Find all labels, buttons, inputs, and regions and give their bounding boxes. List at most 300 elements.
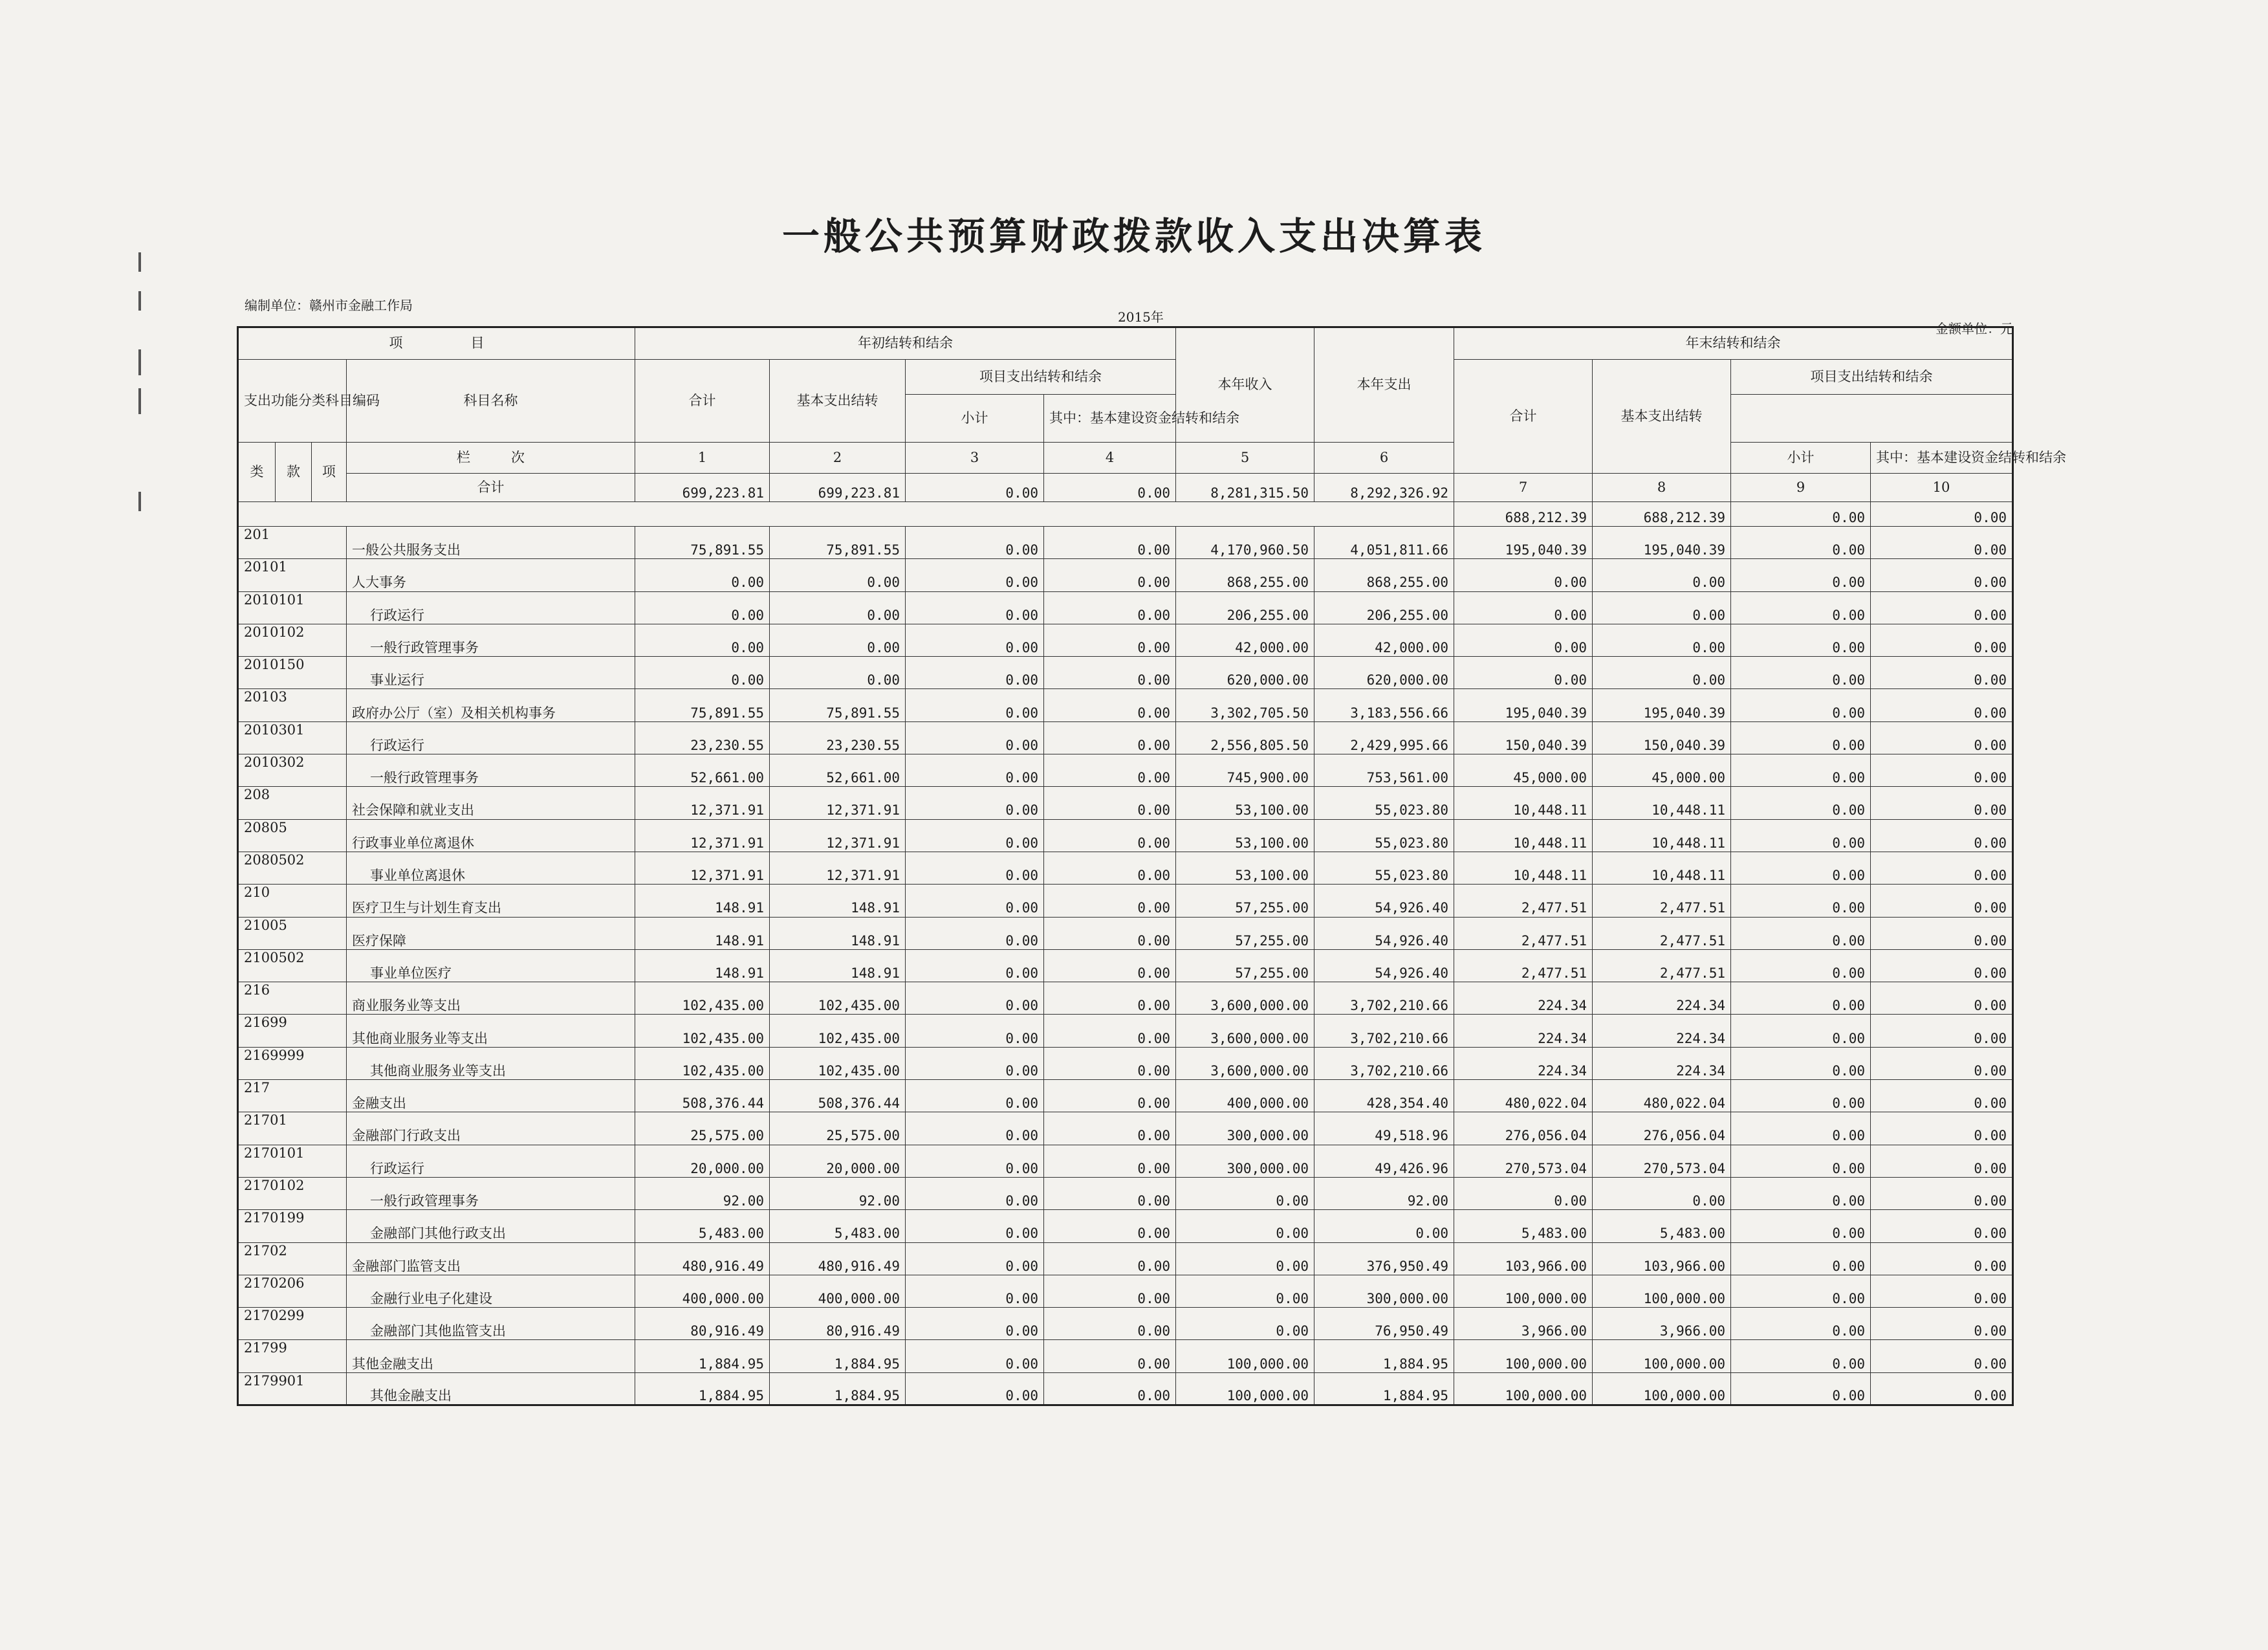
row-amount: 53,100.00	[1176, 819, 1314, 852]
row-amount: 0.00	[1731, 1047, 1871, 1079]
row-amount: 0.00	[1871, 527, 2013, 559]
row-amount: 52,661.00	[635, 754, 770, 787]
row-subject-name: 事业单位医疗	[347, 949, 635, 982]
row-amount: 0.00	[1871, 982, 2013, 1015]
col-number: 5	[1176, 443, 1314, 474]
total-row-end	[238, 502, 2013, 527]
row-subject-name: 政府办公厅（室）及相关机构事务	[347, 689, 635, 721]
row-amount: 0.00	[1871, 1372, 2013, 1405]
row-subject-name: 行政运行	[347, 591, 635, 624]
row-amount: 0.00	[1731, 721, 1871, 754]
row-amount: 0.00	[1731, 624, 1871, 656]
table-row	[238, 885, 2013, 917]
row-amount: 53,100.00	[1176, 787, 1314, 819]
row-amount: 0.00	[1044, 721, 1176, 754]
table-row	[238, 1340, 2013, 1372]
row-amount: 100,000.00	[1593, 1275, 1731, 1307]
row-subject-name: 一般行政管理事务	[347, 1177, 635, 1209]
row-subject-name: 其他商业服务业等支出	[347, 1015, 635, 1047]
header-end-subtotal: 小计	[1731, 443, 1871, 474]
header-end-group: 年末结转和结余	[1454, 327, 2013, 360]
row-code: 20103	[238, 689, 347, 721]
row-code: 21005	[238, 917, 347, 949]
row-amount: 49,518.96	[1314, 1112, 1454, 1145]
row-amount: 753,561.00	[1314, 754, 1454, 787]
row-amount: 12,371.91	[770, 852, 906, 884]
row-amount: 0.00	[906, 1080, 1044, 1112]
total-cell: 0.00	[906, 474, 1044, 502]
row-amount: 52,661.00	[770, 754, 906, 787]
row-amount: 0.00	[1871, 624, 2013, 656]
row-amount: 2,477.51	[1593, 949, 1731, 982]
row-code: 2170102	[238, 1177, 347, 1209]
row-amount: 0.00	[906, 721, 1044, 754]
row-amount: 0.00	[770, 591, 906, 624]
row-amount: 0.00	[1871, 657, 2013, 689]
row-amount: 0.00	[1176, 1308, 1314, 1340]
table-row	[238, 721, 2013, 754]
row-code: 201	[238, 527, 347, 559]
header-expense: 本年支出	[1314, 327, 1454, 443]
row-amount: 57,255.00	[1176, 917, 1314, 949]
row-amount: 23,230.55	[635, 721, 770, 754]
row-amount: 0.00	[1731, 1210, 1871, 1242]
row-amount: 0.00	[906, 1015, 1044, 1047]
row-amount: 0.00	[1731, 1340, 1871, 1372]
row-amount: 3,702,210.66	[1314, 1047, 1454, 1079]
row-amount: 1,884.95	[1314, 1340, 1454, 1372]
row-amount: 0.00	[1044, 787, 1176, 819]
row-amount: 0.00	[1731, 591, 1871, 624]
row-amount: 206,255.00	[1314, 591, 1454, 624]
row-amount: 0.00	[1044, 559, 1176, 591]
table-row	[238, 1015, 2013, 1047]
col-number: 7	[1454, 474, 1593, 502]
row-amount: 0.00	[1044, 1340, 1176, 1372]
row-amount: 75,891.55	[770, 527, 906, 559]
row-amount: 3,600,000.00	[1176, 982, 1314, 1015]
row-amount: 55,023.80	[1314, 852, 1454, 884]
row-amount: 92.00	[1314, 1177, 1454, 1209]
row-amount: 276,056.04	[1593, 1112, 1731, 1145]
row-amount: 0.00	[1731, 689, 1871, 721]
row-amount: 0.00	[1871, 819, 2013, 852]
row-amount: 480,916.49	[635, 1242, 770, 1275]
row-amount: 0.00	[906, 624, 1044, 656]
row-amount: 55,023.80	[1314, 819, 1454, 852]
row-amount: 224.34	[1593, 982, 1731, 1015]
table-row	[238, 1145, 2013, 1177]
row-amount: 4,051,811.66	[1314, 527, 1454, 559]
row-amount: 55,023.80	[1314, 787, 1454, 819]
row-code: 2169999	[238, 1047, 347, 1079]
row-amount: 0.00	[1871, 1145, 2013, 1177]
header-end-project: 项目支出结转和结余	[1731, 360, 2013, 395]
row-amount: 92.00	[635, 1177, 770, 1209]
row-amount: 0.00	[635, 559, 770, 591]
row-code: 21702	[238, 1242, 347, 1275]
row-amount: 270,573.04	[1593, 1145, 1731, 1177]
row-subject-name: 事业单位离退休	[347, 852, 635, 884]
row-amount: 620,000.00	[1314, 657, 1454, 689]
row-amount: 12,371.91	[635, 787, 770, 819]
header-code-group: 支出功能分类科目编码	[238, 360, 347, 443]
col-number: 1	[635, 443, 770, 474]
row-subject-name: 医疗卫生与计划生育支出	[347, 885, 635, 917]
header-begin-subtotal: 小计	[906, 395, 1044, 443]
row-amount: 4,170,960.50	[1176, 527, 1314, 559]
row-amount: 0.00	[1731, 949, 1871, 982]
row-amount: 745,900.00	[1176, 754, 1314, 787]
row-amount: 0.00	[906, 1145, 1044, 1177]
row-subject-name: 其他金融支出	[347, 1340, 635, 1372]
row-amount: 148.91	[770, 949, 906, 982]
row-amount: 10,448.11	[1454, 819, 1593, 852]
header-end-total: 合计	[1454, 360, 1593, 474]
row-amount: 2,477.51	[1454, 885, 1593, 917]
row-subject-name: 社会保障和就业支出	[347, 787, 635, 819]
col-number: 9	[1731, 474, 1871, 502]
row-amount: 0.00	[1044, 1145, 1176, 1177]
row-amount: 0.00	[906, 559, 1044, 591]
table-row	[238, 819, 2013, 852]
row-amount: 868,255.00	[1314, 559, 1454, 591]
row-amount: 300,000.00	[1314, 1275, 1454, 1307]
row-amount: 0.00	[1044, 1177, 1176, 1209]
row-subject-name: 金融部门行政支出	[347, 1112, 635, 1145]
row-amount: 0.00	[1871, 1210, 2013, 1242]
row-code: 2179901	[238, 1372, 347, 1405]
total-cell: 699,223.81	[635, 474, 770, 502]
row-amount: 0.00	[1044, 657, 1176, 689]
row-amount: 100,000.00	[1454, 1340, 1593, 1372]
row-amount: 0.00	[906, 657, 1044, 689]
row-amount: 0.00	[906, 1275, 1044, 1307]
row-amount: 75,891.55	[635, 689, 770, 721]
row-amount: 12,371.91	[635, 819, 770, 852]
row-amount: 0.00	[1731, 1308, 1871, 1340]
row-amount: 0.00	[1731, 787, 1871, 819]
row-amount: 0.00	[906, 982, 1044, 1015]
row-amount: 0.00	[906, 1372, 1044, 1405]
row-code: 21701	[238, 1112, 347, 1145]
row-amount: 195,040.39	[1593, 689, 1731, 721]
row-amount: 10,448.11	[1454, 852, 1593, 884]
row-amount: 92.00	[770, 1177, 906, 1209]
col-number: 2	[770, 443, 906, 474]
total-cell: 8,292,326.92	[1314, 474, 1454, 502]
row-amount: 0.00	[1044, 1015, 1176, 1047]
row-amount: 1,884.95	[1314, 1372, 1454, 1405]
total-cell: 0.00	[1871, 502, 2013, 527]
row-amount: 2,477.51	[1593, 917, 1731, 949]
row-amount: 2,429,995.66	[1314, 721, 1454, 754]
row-amount: 0.00	[1176, 1275, 1314, 1307]
row-amount: 2,477.51	[1454, 917, 1593, 949]
row-code: 2100502	[238, 949, 347, 982]
row-code: 2010301	[238, 721, 347, 754]
row-amount: 0.00	[1176, 1177, 1314, 1209]
total-cell: 8,281,315.50	[1176, 474, 1314, 502]
row-amount: 195,040.39	[1593, 527, 1731, 559]
row-amount: 3,702,210.66	[1314, 1015, 1454, 1047]
row-amount: 148.91	[635, 885, 770, 917]
row-amount: 0.00	[906, 1047, 1044, 1079]
col-number: 4	[1044, 443, 1176, 474]
row-amount: 0.00	[1044, 527, 1176, 559]
row-amount: 0.00	[1044, 982, 1176, 1015]
table-row	[238, 1210, 2013, 1242]
row-code: 2010302	[238, 754, 347, 787]
table-row	[238, 754, 2013, 787]
row-amount: 49,426.96	[1314, 1145, 1454, 1177]
row-amount: 0.00	[906, 527, 1044, 559]
row-amount: 620,000.00	[1176, 657, 1314, 689]
total-spacer	[238, 502, 1454, 527]
row-amount: 23,230.55	[770, 721, 906, 754]
row-amount: 102,435.00	[770, 982, 906, 1015]
row-subject-name: 事业运行	[347, 657, 635, 689]
row-amount: 0.00	[1731, 982, 1871, 1015]
table-row	[238, 852, 2013, 884]
row-amount: 75,891.55	[770, 689, 906, 721]
row-amount: 0.00	[1731, 1372, 1871, 1405]
row-amount: 0.00	[906, 819, 1044, 852]
row-amount: 75,891.55	[635, 527, 770, 559]
row-amount: 224.34	[1593, 1047, 1731, 1079]
row-subject-name: 一般公共服务支出	[347, 527, 635, 559]
row-amount: 2,556,805.50	[1176, 721, 1314, 754]
row-amount: 0.00	[770, 657, 906, 689]
row-amount: 0.00	[1871, 787, 2013, 819]
row-amount: 0.00	[1871, 1242, 2013, 1275]
table-row	[238, 1080, 2013, 1112]
row-amount: 0.00	[1044, 1372, 1176, 1405]
row-amount: 0.00	[1593, 657, 1731, 689]
row-amount: 0.00	[906, 689, 1044, 721]
row-code: 210	[238, 885, 347, 917]
row-amount: 5,483.00	[635, 1210, 770, 1242]
row-amount: 54,926.40	[1314, 949, 1454, 982]
row-amount: 3,702,210.66	[1314, 982, 1454, 1015]
header-item: 项 目	[238, 327, 635, 360]
row-amount: 0.00	[1044, 1210, 1176, 1242]
row-amount: 102,435.00	[635, 982, 770, 1015]
compiler-label: 编制单位：赣州市金融工作局	[245, 298, 413, 313]
row-amount: 2,477.51	[1454, 949, 1593, 982]
row-amount: 508,376.44	[770, 1080, 906, 1112]
row-subject-name: 行政运行	[347, 721, 635, 754]
row-amount: 0.00	[1731, 1242, 1871, 1275]
row-amount: 0.00	[906, 1177, 1044, 1209]
row-code: 2010101	[238, 591, 347, 624]
row-amount: 148.91	[770, 917, 906, 949]
row-amount: 0.00	[1871, 917, 2013, 949]
row-amount: 508,376.44	[635, 1080, 770, 1112]
row-amount: 0.00	[1593, 1177, 1731, 1209]
row-amount: 25,575.00	[770, 1112, 906, 1145]
col-number: 8	[1593, 474, 1731, 502]
row-amount: 80,916.49	[635, 1308, 770, 1340]
row-code: 2170101	[238, 1145, 347, 1177]
header-begin-group: 年初结转和结余	[635, 327, 1176, 360]
row-amount: 0.00	[906, 1112, 1044, 1145]
header-begin-basic: 基本支出结转	[770, 360, 906, 443]
row-amount: 0.00	[1731, 819, 1871, 852]
total-cell: 688,212.39	[1454, 502, 1593, 527]
row-amount: 0.00	[635, 624, 770, 656]
row-amount: 400,000.00	[1176, 1080, 1314, 1112]
table-row	[238, 591, 2013, 624]
row-amount: 45,000.00	[1454, 754, 1593, 787]
row-amount: 376,950.49	[1314, 1242, 1454, 1275]
row-amount: 0.00	[1044, 1080, 1176, 1112]
header-begin-total: 合计	[635, 360, 770, 443]
row-amount: 276,056.04	[1454, 1112, 1593, 1145]
table-row	[238, 949, 2013, 982]
header-xiang: 项	[312, 443, 347, 502]
row-amount: 150,040.39	[1593, 721, 1731, 754]
row-subject-name: 一般行政管理事务	[347, 624, 635, 656]
row-amount: 480,916.49	[770, 1242, 906, 1275]
row-amount: 0.00	[1044, 885, 1176, 917]
row-amount: 0.00	[906, 885, 1044, 917]
row-amount: 0.00	[1044, 591, 1176, 624]
row-code: 2170299	[238, 1308, 347, 1340]
total-cell: 699,223.81	[770, 474, 906, 502]
table-row	[238, 1112, 2013, 1145]
row-amount: 1,884.95	[770, 1340, 906, 1372]
row-amount: 0.00	[1044, 689, 1176, 721]
row-amount: 0.00	[1731, 1275, 1871, 1307]
row-code: 21799	[238, 1340, 347, 1372]
row-amount: 5,483.00	[770, 1210, 906, 1242]
row-code: 21699	[238, 1015, 347, 1047]
row-amount: 10,448.11	[1593, 819, 1731, 852]
row-amount: 12,371.91	[770, 819, 906, 852]
row-code: 20805	[238, 819, 347, 852]
col-number: 10	[1871, 474, 2013, 502]
header-begin-capital: 其中：基本建设资金结转和结余	[1044, 395, 1176, 443]
row-code: 2010102	[238, 624, 347, 656]
row-subject-name: 金融部门其他行政支出	[347, 1210, 635, 1242]
row-subject-name: 商业服务业等支出	[347, 982, 635, 1015]
row-amount: 57,255.00	[1176, 885, 1314, 917]
row-subject-name: 一般行政管理事务	[347, 754, 635, 787]
row-amount: 0.00	[1871, 754, 2013, 787]
row-amount: 76,950.49	[1314, 1308, 1454, 1340]
row-amount: 195,040.39	[1454, 527, 1593, 559]
row-amount: 148.91	[635, 949, 770, 982]
row-amount: 0.00	[906, 917, 1044, 949]
total-label: 合计	[347, 474, 635, 502]
row-amount: 3,966.00	[1454, 1308, 1593, 1340]
row-amount: 270,573.04	[1454, 1145, 1593, 1177]
row-amount: 5,483.00	[1454, 1210, 1593, 1242]
row-amount: 206,255.00	[1176, 591, 1314, 624]
row-amount: 3,183,556.66	[1314, 689, 1454, 721]
row-amount: 12,371.91	[770, 787, 906, 819]
page-title: 一般公共预算财政拨款收入支出决算表	[781, 214, 1486, 258]
row-amount: 1,884.95	[770, 1372, 906, 1405]
row-amount: 0.00	[1044, 1275, 1176, 1307]
row-amount: 0.00	[1314, 1210, 1454, 1242]
row-amount: 42,000.00	[1314, 624, 1454, 656]
table-row	[238, 559, 2013, 591]
row-amount: 20,000.00	[635, 1145, 770, 1177]
row-amount: 300,000.00	[1176, 1112, 1314, 1145]
row-amount: 0.00	[1044, 754, 1176, 787]
row-amount: 80,916.49	[770, 1308, 906, 1340]
row-amount: 0.00	[1731, 559, 1871, 591]
row-amount: 0.00	[1593, 624, 1731, 656]
table-row	[238, 787, 2013, 819]
table-header	[238, 327, 2066, 527]
scan-mark	[138, 492, 141, 511]
row-code: 216	[238, 982, 347, 1015]
row-amount: 0.00	[1454, 657, 1593, 689]
row-amount: 57,255.00	[1176, 949, 1314, 982]
row-amount: 100,000.00	[1176, 1372, 1314, 1405]
header-kuan: 款	[276, 443, 312, 502]
row-amount: 0.00	[1044, 1047, 1176, 1079]
row-amount: 0.00	[1871, 1015, 2013, 1047]
header-lei: 类	[238, 443, 276, 502]
row-amount: 0.00	[1731, 1177, 1871, 1209]
row-amount: 224.34	[1593, 1015, 1731, 1047]
row-amount: 45,000.00	[1593, 754, 1731, 787]
row-amount: 400,000.00	[770, 1275, 906, 1307]
row-amount: 0.00	[635, 657, 770, 689]
row-amount: 53,100.00	[1176, 852, 1314, 884]
total-cell: 0.00	[1044, 474, 1176, 502]
row-code: 2170206	[238, 1275, 347, 1307]
total-cell: 0.00	[1731, 502, 1871, 527]
row-amount: 0.00	[1044, 624, 1176, 656]
row-amount: 20,000.00	[770, 1145, 906, 1177]
table-row	[238, 1047, 2013, 1079]
row-amount: 2,477.51	[1593, 885, 1731, 917]
row-subject-name: 医疗保障	[347, 917, 635, 949]
col-number: 3	[906, 443, 1044, 474]
row-amount: 0.00	[635, 591, 770, 624]
row-amount: 0.00	[1044, 949, 1176, 982]
row-amount: 25,575.00	[635, 1112, 770, 1145]
row-amount: 0.00	[906, 591, 1044, 624]
row-amount: 0.00	[770, 559, 906, 591]
row-amount: 0.00	[1731, 1145, 1871, 1177]
row-amount: 0.00	[1044, 1112, 1176, 1145]
row-amount: 0.00	[1871, 852, 2013, 884]
row-amount: 10,448.11	[1593, 787, 1731, 819]
table-row	[238, 1308, 2013, 1340]
row-amount: 0.00	[1044, 819, 1176, 852]
row-amount: 428,354.40	[1314, 1080, 1454, 1112]
row-amount: 0.00	[1731, 1112, 1871, 1145]
row-amount: 0.00	[1871, 1112, 2013, 1145]
row-amount: 3,302,705.50	[1176, 689, 1314, 721]
row-amount: 0.00	[1731, 917, 1871, 949]
row-amount: 0.00	[1593, 591, 1731, 624]
table-row	[238, 657, 2013, 689]
unit-label: 金额单位：元	[1935, 321, 2013, 336]
row-code: 2170199	[238, 1210, 347, 1242]
header-begin-project: 项目支出结转和结余	[906, 360, 1176, 395]
row-code: 208	[238, 787, 347, 819]
row-amount: 103,966.00	[1454, 1242, 1593, 1275]
total-row	[238, 474, 2013, 502]
row-amount: 3,600,000.00	[1176, 1015, 1314, 1047]
